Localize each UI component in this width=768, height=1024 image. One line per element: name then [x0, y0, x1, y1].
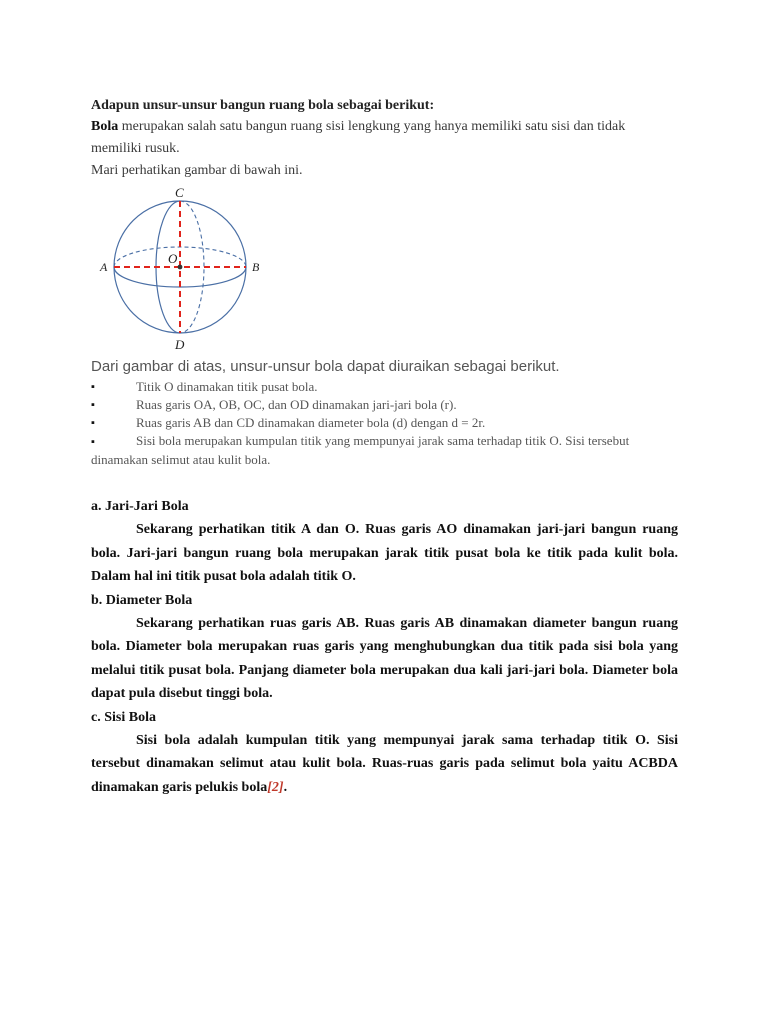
intro-line-2: Mari perhatikan gambar di bawah ini.	[91, 163, 303, 178]
document-page	[91, 96, 678, 799]
meridian-back	[180, 201, 204, 333]
bullet-square-icon: ▪	[91, 381, 95, 393]
label-o: O	[168, 251, 178, 266]
list-item: ▪ Ruas garis OA, OB, OC, dan OD dinamakan jari-jari bola (r).	[91, 397, 457, 412]
section-body-sisi: Sisi bola adalah kumpulan titik yang mempunyai jarak sama terhadap titik O. Sisi tersebut dinamakan selimut atau kulit bola. Ruas-ruas garis pada selimut bola yaitu ACBDA dinamakan garis pelukis bola[2].	[91, 732, 678, 795]
section-body-diameter: Sekarang perhatikan ruas garis AB. Ruas garis AB dinamakan diameter bangun ruang bola. Diameter bola merupakan ruas garis yang menghubungkan dua titik pada sisi bola yang melalui titik pusat bola. Panjang diameter bola merupakan dua kali jari-jari bola. Diameter bola dapat pula disebut tinggi bola.	[91, 615, 678, 701]
intro-paragraph	[91, 116, 678, 160]
bullet-square-icon: ▪	[91, 436, 95, 448]
section-title-sisi: c. Sisi Bola	[91, 709, 156, 725]
label-a: A	[100, 260, 108, 274]
section-body-jari-jari: Sekarang perhatikan titik A dan O. Ruas garis AO dinamakan jari-jari bangun ruang bola. Jari-jari bangun ruang bola merupakan jarak titik pusat bola ke titik pada kulit bola. Dalam hal ini titik pusat bola adalah titik O.	[91, 522, 678, 584]
center-point	[178, 265, 183, 270]
label-d: D	[175, 337, 185, 352]
description-list	[91, 378, 678, 469]
sphere-diagram	[95, 182, 265, 352]
intro-bold-word: Bola	[91, 119, 119, 134]
intro-text: merupakan salah satu bangun ruang sisi lengkung yang hanya memiliki satu sisi dan tidak memiliki rusuk.	[91, 119, 626, 156]
page-heading: Adapun unsur-unsur bangun ruang bola sebagai berikut:	[91, 98, 435, 113]
reference-link[interactable]: [2]	[267, 779, 284, 795]
list-item: ▪ Ruas garis AB dan CD dinamakan diameter bola (d) dengan d = 2r.	[91, 415, 486, 430]
list-item: ▪ Sisi bola merupakan kumpulan titik yang mempunyai jarak sama terhadap titik O. Sisi tersebut dinamakan selimut atau kulit bola.	[91, 433, 630, 467]
section-title-jari-jari: a. Jari-Jari Bola	[91, 499, 189, 514]
list-item: ▪ Titik O dinamakan titik pusat bola.	[91, 379, 318, 394]
label-c: C	[175, 185, 184, 200]
bullet-square-icon: ▪	[91, 417, 95, 429]
bullet-square-icon: ▪	[91, 399, 95, 411]
sphere-figure	[95, 182, 265, 352]
section-title-diameter: b. Diameter Bola	[91, 592, 193, 608]
description-lead: Dari gambar di atas, unsur-unsur bola dapat diuraikan sebagai berikut.	[91, 358, 560, 375]
label-b: B	[252, 260, 260, 274]
